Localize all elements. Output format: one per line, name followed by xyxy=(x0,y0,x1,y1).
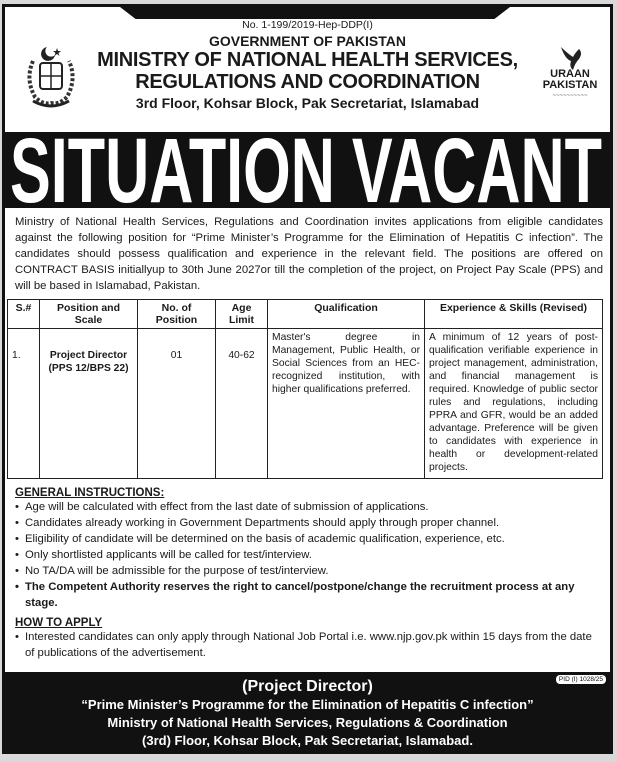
footer-programme: “Prime Minister’s Programme for the Elimination of Hepatitis C infection” xyxy=(81,697,534,712)
government-title: GOVERNMENT OF PAKISTAN xyxy=(208,33,407,49)
footer-ministry: Ministry of National Health Services, Regulations & Coordination xyxy=(107,715,508,730)
list-item: • No TA/DA will be admissible for the purpose of test/interview. xyxy=(15,563,603,579)
pakistan-emblem-icon xyxy=(23,45,79,111)
positions-table xyxy=(7,299,603,479)
logo-urdu-tagline: ~~~~~~~~~~ xyxy=(552,93,588,99)
list-item: • Eligibility of candidate will be determined on the basis of academic qualification, experience, etc. xyxy=(15,531,603,547)
pid-badge: PID (I) 1028/25 xyxy=(556,675,606,684)
banner-text: SITUATION VACANT xyxy=(10,132,602,208)
col-position: Position and Scale xyxy=(40,300,138,329)
cell-sno: 1. xyxy=(8,329,40,479)
ministry-title-line1: MINISTRY OF NATIONAL HEALTH SERVICES, xyxy=(97,49,518,71)
cell-count: 01 xyxy=(138,329,216,479)
cell-age: 40-62 xyxy=(216,329,268,479)
cell-qualification: Master's degree in Management, Public Health, or Social Sciences from an HEC-recognized institution, with higher qualifications preferred. xyxy=(268,329,425,479)
logo-text-uraan: URAAN xyxy=(550,68,590,80)
advertisement xyxy=(2,4,613,754)
col-qualification: Qualification xyxy=(268,300,425,329)
col-sno: S.# xyxy=(8,300,40,329)
how-to-apply-heading: HOW TO APPLY xyxy=(15,617,103,629)
footer-title: (Project Director) xyxy=(242,678,373,695)
table-row xyxy=(8,329,603,479)
uraan-pakistan-logo xyxy=(535,45,605,115)
col-experience: Experience & Skills (Revised) xyxy=(425,300,603,329)
ministry-address: 3rd Floor, Kohsar Block, Pak Secretariat, Islamabad xyxy=(135,95,480,111)
list-item: • Candidates already working in Government Departments should apply through proper channel. xyxy=(15,515,603,531)
list-item: • The Competent Authority reserves the right to cancel/postpone/change the recruitment process at any stage. xyxy=(15,579,603,611)
list-item: • Only shortlisted applicants will be called for test/interview. xyxy=(15,547,603,563)
bird-icon xyxy=(555,45,585,71)
header xyxy=(5,13,610,133)
general-instructions-list xyxy=(15,499,603,611)
body xyxy=(12,214,603,661)
general-instructions-heading: GENERAL INSTRUCTIONS: xyxy=(15,487,165,499)
list-item: • Interested candidates can only apply through National Job Portal i.e. www.njp.gov.pk within 15 days from the date of publications of the advertisement. xyxy=(15,629,603,661)
footer xyxy=(5,672,610,751)
cell-experience: A minimum of 12 years of post-qualification verifiable experience in project management, administration, and financial management is required. Knowledge of public sector rules and regulations, including PPRA and GFR, would be an added advantage. Preference will be given to candidates with experience in health or development-related projects. xyxy=(425,329,603,479)
table-header-row xyxy=(8,300,603,329)
col-count: No. of Position xyxy=(138,300,216,329)
logo-text-pakistan: PAKISTAN xyxy=(542,79,598,91)
footer-address: (3rd) Floor, Kohsar Block, Pak Secretariat, Islamabad. xyxy=(142,733,473,748)
position-scale: (PPS 12/BPS 22) xyxy=(48,363,129,374)
col-age: Age Limit xyxy=(216,300,268,329)
situation-vacant-banner xyxy=(5,132,610,208)
position-title: Project Director xyxy=(49,350,128,361)
intro-paragraph: Ministry of National Health Services, Regulations and Coordination invites applications from eligible candidates against the following position for “Prime Minister’s Programme for the Elimination of Hepatitis C infection”. The candidates should possess qualification and experience in the relevant field. The positions are offered on CONTRACT BASIS initiallyup to 30th June 2027or till the completion of the project, on Project Pay Scale (PPS) and will be based in Islamabad, Pakistan. xyxy=(15,216,603,292)
reference-number: No. 1-199/2019-Hep-DDP(I) xyxy=(242,19,373,31)
cell-position xyxy=(40,329,138,479)
ministry-title-line2: REGULATIONS AND COORDINATION xyxy=(135,71,480,93)
list-item: • Age will be calculated with effect from the last date of submission of applications. xyxy=(15,499,603,515)
how-to-apply-list xyxy=(15,629,603,661)
